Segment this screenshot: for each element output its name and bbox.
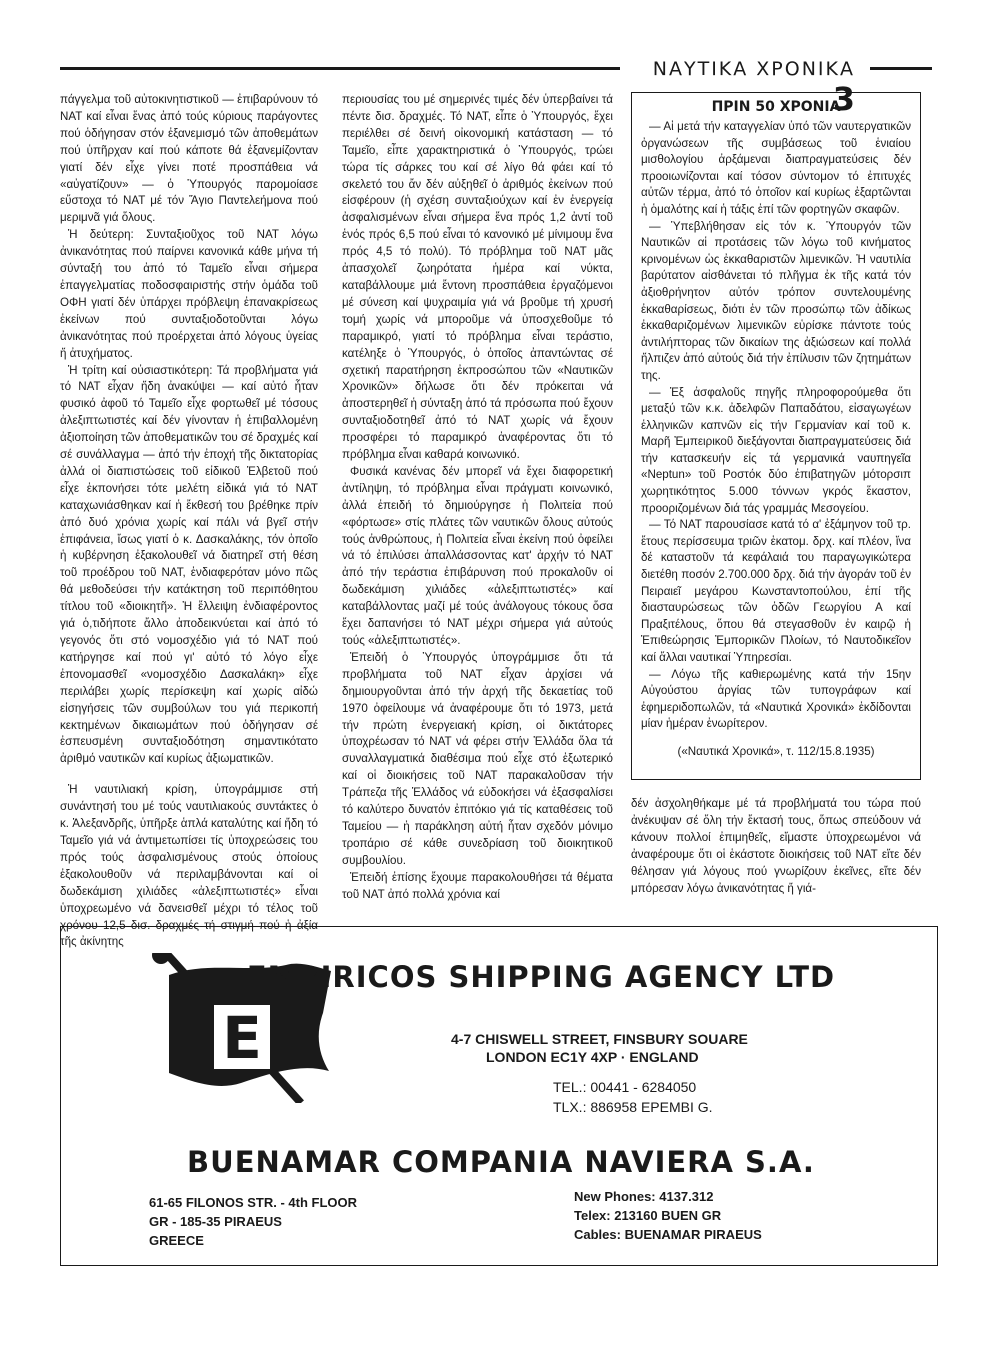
sidebar-paragraph: — Ἐξ ἀσφαλοῦς πηγῆς πληροφορούμεθα ὅτι μεταξύ τῶν κ.κ. ἀδελφῶν Παπαδάτου, εἰσαγωγέων ἑλληνικῶν καπνῶν εἰς τήν Γερμανίαν καί τοῦ κ. Μαρῆ Ἐμπειρικοῦ διεξάγονται διαπραγματεύσεις διά τήν κατασκευήν εἰς τά γερμανικά ναυπηγεῖα «Neptun» τοῦ Ροστόκ δύο ἐπιβατηγῶν μότορσιπ χωρητικότητος 5.000 τόννων γκρός ἕκαστον, προοριζομένων διά τάς γραμμάς Μεσογείου. [641, 385, 911, 515]
page-number: 3 [832, 80, 855, 118]
buenamar-address-line-3: GREECE [149, 1233, 204, 1248]
header-rule-right [870, 67, 932, 70]
flag-letter: E [222, 1004, 262, 1072]
buenamar-telex: Telex: 213160 BUEN GR [574, 1208, 722, 1223]
sidebar-paragraph: — Τό ΝΑΤ παρουσίασε κατά τό α' ἑξάμηνον τοῦ τρ. ἔτους περίσσευμα τριῶν ἑκατομ. δρχ. καί πλέον, ἵνα δέ καταστοῦν τά κεφάλαιά του παραγωγικώτερα διετέθη ποσόν 2.700.000 δρχ. διά τήν ἀγοράν τοῦ ἐν Πειραιεῖ μεγάρου Κωνσταντοπούλου, ἐπί τῆς διασταυρώσεως τῶν ὁδῶν Γεωργίου Α καί Πραξιτέλους, ὅπου θά στεγασθοῦν ἐν καιρῷ ἡ Ἐπιθεώρησις Ἐμπορικῶν Πλοίων, τό Ναυτοδικεῖον καί ἄλλαι ναυτικαί Ὑπηρεσίαι. [641, 518, 911, 664]
buenamar-address-line-2: GR - 185-35 PIRAEUS [149, 1214, 282, 1229]
publication-title: ΝΑΥΤΙΚΑ ΧΡΟΝΙΚΑ [652, 58, 855, 80]
article-column-2 [342, 92, 613, 904]
embiricos-address-line-2: LONDON EC1Y 4XP · ENGLAND [486, 1049, 699, 1065]
buenamar-cables: Cables: BUENAMAR PIRAEUS [574, 1227, 762, 1242]
paragraph: Φυσικά κανένας δέν μπορεῖ νά ἔχει διαφορετική ἀντίληψη, τό πρόβλημα εἶναι πράγματι κοινωνικό, ἀλλά ἐπειδή τό δημιούργησε ἡ Πολιτεία πού «φόρτωσε» στίς πλάτες τῶν ναυτικῶν ὅλους αὐτούς τούς ἀνθρώπους, ἡ Πολιτεία εἶναι ἐκείνη πού ὀφείλει νά τό ἐπιλύσει ἀπαλλάσσοντας κατ' ἀρχήν τό ΝΑΤ ἀπό τήν τεράστια ἐπιβάρυνση πού προκαλοῦν οἱ δωδεκάμιση χιλιάδες «ἀλεξιπτωτιστές» καί καταβάλλοντας μαζί μέ τούς ἀνάλογους τόκους ὅσα ἔχει δαπανήσει τό ΝΑΤ μέχρι σήμερα γιά αὐτούς τούς «ἀλεξιπτωτιστές». [342, 464, 613, 647]
paragraph: Ἡ δεύτερη: Συνταξιοῦχος τοῦ ΝΑΤ λόγω ἀνικανότητας πού παίρνει κανονικά κάθε μήνα τή σύνταξή του ἀπό τό Ταμεῖο εἶναι σήμερα ἐπαγγελματίας ποδοσφαιριστής στήν ὁμάδα τοῦ ΟΦΗ γιατί δέν ὑπάρχει πρόβλεψη ἐπανακρίσεως ἐκείνων πού συνταξιοδοτοῦνται λόγω ἀνικανότητας πού προέρχεται ἀπό λόγους ὑγείας ἤ ἀτυχήματος. [60, 228, 318, 360]
header-rule-left [60, 67, 620, 70]
flagpole-finial [152, 953, 170, 964]
sidebar-heading: ΠΡΙΝ 50 ΧΡΟΝΙΑ [711, 99, 841, 115]
sidebar-citation: («Ναυτικά Χρονικά», τ. 112/15.8.1935) [677, 744, 875, 758]
paragraph: πάγγελμα τοῦ αὐτοκινητιστικοῦ — ἐπιβαρύνουν τό ΝΑΤ καί εἶναι ἕνας ἀπό τούς κύριους παράγοντες πού ὁδήγησαν στόν ἐξανεμισμό τῶν ἀποθεμάτων πού ὑπῆρχαν καί πού κάποτε θά ἐξανεμίζονταν γιατί δέν εἶχε γίνει ποτέ προσπάθεια νά «αὐγατίζουν» — ὁ Ὑπουργός παρομοίασε εὔστοχα τό ΝΑΤ μέ τόν Ἅγιο Παντελεήμονα πού μεριμνᾶ γιά ὅλους. [60, 93, 318, 225]
paragraph: δέν ἀσχοληθήκαμε μέ τά προβλήματά του τώρα πού ἀνέκυψαν σέ ὅλη τήν ἔκτασή τους, ὅπως σπεύδουν νά κάνουν πολλοί ἐπιμηθεῖς, εἴμαστε ὑποχρεωμένοι νά ἀναφέρουμε ὅτι οἱ ἑκάστοτε διοικήσεις τοῦ ΝΑΤ εἴτε δέν θέλησαν γιά λόγους πού γνωρίζουν ἐκεῖνες, εἴτε δέν μπόρεσαν λόγω ἀνικανότητας ἤ γιά- [631, 797, 921, 895]
sidebar-paragraph: — Ὑπεβλήθησαν εἰς τόν κ. Ὑπουργόν τῶν Ναυτικῶν αἱ προτάσεις τῶν λόγω τοῦ κινήματος κρινομένων ὡς ἐκκαθαριστῶν λιμενικῶν. Ἡ ναυτιλία βαρύτατον αἰσθάνεται τό πλῆγμα ἐκ τῆς κατά τόν ἀξιοθρήνητον αὐτόν τρόπον συντελουμένης ἐκκαθαρίσεως, διότι ἐν τῶν προσώπῳ τῶν ἀδίκως ἐκκαθαριζομένων λιμενικῶν εὑρίσκε πάντοτε τούς ἀντιλήπτορας τῶν δικαίων της ἀξιώσεων καί πολλά ἤλπιζεν ἀπό αὐτούς διά τήν ἐπίλυσιν τῶν ζητημάτων της. [641, 219, 911, 382]
paragraph: Ἐπειδή ἐπίσης ἔχουμε παρακολουθήσει τά θέματα τοῦ ΝΑΤ ἀπό πολλά χρόνια καί [342, 870, 613, 901]
embiricos-company-name: EMBIRICOS SHIPPING AGENCY LTD [246, 960, 836, 994]
buenamar-phones: New Phones: 4137.312 [574, 1189, 714, 1204]
embiricos-address-line-1: 4-7 CHISWELL STREET, FINSBURY SOUARE [451, 1031, 748, 1047]
paragraph: Ἡ τρίτη καί οὐσιαστικότερη: Τά προβλήματα γιά τό ΝΑΤ εἶχαν ἤδη ἀνακύψει — καί αὐτό ἦταν φυσικό ἀφοῦ τό Ταμεῖο εἶχε φορτωθεῖ μέ τόσους ἀλεξιπτωτιστές καί δέν γίνονταν ἡ ἐπιβαλλομένη ἀξιοποίηση τῶν ἀποθεματικῶν του σέ δραχμές καί σέ συνάλλαγμα — ἀπό τήν ἐποχή τῆς δικτατορίας ἀλλά οἱ διαπιστώσεις τοῦ εἰδικοῦ Ἐλβετοῦ πού εἶχε ἐκπονήσει τότε μελέτη εἰδικά γιά τό ΝΑΤ καταχωνιάσθηκαν καί ἡ ἔκθεσή του βρέθηκε πρίν ἀπό δυό χρόνια χωρίς καί πάλι νά βγεῖ στήν ἐπιφάνεια, ἴσως γιατί ὁ κ. Δασκαλάκης, τόν ὁποῖο ἡ κυβέρνηση ἐξακολουθεῖ νά διατηρεῖ στή θέση τοῦ προέδρου τοῦ ΝΑΤ, ἐνδιαφερόταν μόνο πῶς θά μεθοδεύσει τήν κατάκτηση τοῦ περιπόθητου τίτλου τοῦ «διοικητῆ». Ἡ ἔλλειψη ἐνδιαφέροντος γιά ὁ,τιδήποτε ἄλλο ἀποδεικνύεται καί ἀπό τό γεγονός ὅτι στό νομοσχέδιο γιά τό ΝΑΤ πού κατήργησε καί πού γι' αὐτό τό λόγο εἶχε ἐπονομασθεῖ «νομοσχέδιο Δασκαλάκη» εἶχε περιλάβει χωρίς περίσκεψη καί χωρίς αἰδώ εἰσηγήσεις τῶν συμβούλων του γιά περικοπή κεκτημένων δικαιωμάτων πού ὁδήγησαν σέ ἐσπευσμένη συνταξιοδότηση σημαντικότατο ἀριθμό ναυτικῶν καί κυρίως ἀξιωματικῶν. [60, 363, 318, 766]
buenamar-company-name: BUENAMAR COMPANIA NAVIERA S.A. [187, 1145, 815, 1179]
buenamar-address-line-1: 61-65 FILONOS STR. - 4th FLOOR [149, 1195, 358, 1210]
sidebar-paragraph: — Λόγω τῆς καθιερωμένης κατά τήν 15ην Αὐγούστου ἀργίας τῶν τυπογράφων καί ἐφημεριδοπωλῶν, τά «Ναυτικά Χρονικά» ἐκδίδονται μίαν ἡμέραν ἐνωρίτερον. [641, 667, 911, 731]
paragraph: Ἡ ναυτιλιακή κρίση, ὑπογράμμισε στή συνάντησή του μέ τούς ναυτιλιακούς συντάκτες ὁ κ. Ἀλεξανδρῆς, ὑπῆρξε ἁπλά καταλύτης καί ἤδη τό Ταμεῖο γιά νά ἀντιμετωπίσει τίς ὑποχρεώσεις του πρός τούς ἀσφαλισμένους στούς ὁποίους ἐξακολουθοῦν νά περιλαμβάνονται καί οἱ δωδεκάμιση χιλιάδες «ἀλεξιπτωτιστές» εἶναι ὑποχρεωμένο νά δανεισθεῖ μέχρι τό τέλος τοῦ χρόνου 12,5 δισ. δραχμές τή στιγμή πού ἡ ἀξία τῆς ἀκίνητης [60, 783, 318, 949]
embiricos-telephone: TEL.: 00441 - 6284050 [553, 1079, 697, 1095]
sidebar-box-50-years-ago [631, 92, 921, 780]
sidebar-paragraph: — Αἱ μετά τήν καταγγελίαν ὑπό τῶν ναυτεργατικῶν ὀργανώσεων τῆς συμβάσεως τοῦ ἑνιαίου μισθολογίου ἀρξάμεναι διαπραγματεύσεις δέν προοιωνίζονται καί τόσον σύντομον τό ἐπιτυχές αὐτῶν τέρμα, ἀπό τό ὁποῖον καί κυρίως ἐξαρτῶνται ἡ ὁμαλότης καί ἡ τάξις ἐπί τῶν φορτηγῶν σκαφῶν. [641, 120, 911, 216]
article-column-3-continuation [631, 796, 921, 897]
paragraph: Ἐπειδή ὁ Ὑπουργός ὑπογράμμισε ὅτι τά προβλήματα τοῦ ΝΑΤ εἶχαν ἀρχίσει νά δημιουργοῦνται ἀπό τήν ἀρχή τῆς δεκαετίας τοῦ 1970 ὀφείλουμε νά ἀναφέρουμε ὅτι τό 1973, μετά τήν πρώτη ἐνεργειακή κρίση, οἱ δικτάτορες ὑποχρέωσαν τό ΝΑΤ νά φέρει στήν Ἑλλάδα ὅλα τά συναλλαγματικά διαθέσιμα πού εἶχε στό ἐξωτερικό καί οἱ διοικήσεις τοῦ ΝΑΤ παρακαλοῦσαν τήν Τράπεζα τῆς Ἑλλάδος νά εὐδοκήσει νά ἐξασφαλίσει τό καλύτερο δυνατόν ἐπιτόκιο γιά τίς καταθέσεις τοῦ Ταμείου — ἡ παράκληση αὐτή ἦταν σχεδόν μόνιμο τροπάριο σέ κάθε συνεδρίαση τοῦ διοικητικοῦ συμβουλίου. [342, 650, 613, 867]
embiricos-telex: TLX.: 886958 EPEMBI G. [553, 1099, 713, 1115]
sidebar-body [641, 119, 911, 733]
paragraph: περιουσίας του μέ σημερινές τιμές δέν ὑπερβαίνει τά πέντε δισ. δραχμές. Τό ΝΑΤ, εἶπε ὁ Ὑπουργός, ἔχει περιέλθει σέ δεινή οἰκονομική κατάσταση — τό Ταμεῖο, εἶπε χαρακτηριστικά ὁ Ὑπουργός, τρώει τώρα τίς σάρκες του καί σέ λίγο θά φάει καί τό σκελετό του ἄν δέν αὐξηθεῖ ὁ ἀριθμός ἐκείνων πού εἰσφέρουν (ἡ σχέση συνταξιούχων καί ἐν ἐνεργείᾳ ἀσφαλισμένων εἶναι σήμερα ἕνα πρός 1,2 ἀντί τοῦ ἑνός πρός 6,5 πού εἶναι τό κανονικό μέ μίνιμουμ ἕνα πρός 4,5 τό πολύ). Τό πρόβλημα τοῦ ΝΑΤ μᾶς ἀπασχολεῖ ζωηρότατα ἡμέρα καί νύκτα, καταβάλλουμε μιά ἔντονη προσπάθεια ἐργαζόμενοι μέ σύνεση καί ψυχραιμία γιά νά βροῦμε τή χρυσή τομή χωρίς νά μποροῦμε νά ὑποσχεθοῦμε τό παραμικρό, γιατί τό πρόβλημα εἶναι τεράστιο, κατέληξε ὁ Ὑπουργός, ὁ ὁποῖος ἀπαντώντας σέ σχετική παρατήρηση ἐκπροσώπου τῶν «Ναυτικῶν Χρονικῶν» δήλωσε ὅτι δέν πρόκειται νά ἀποστερηθεῖ ἡ σύνταξη ἀπό τά πρόσωπα πού ἔχουν συνταξιοδοτηθεῖ ἀπό τό ΝΑΤ χωρίς νά ἔχουν προσφέρει τό παραμικρό ἀναφέροντας ὅτι τό πρόβλημα εἶναι καθαρά κοινωνικό. [342, 93, 613, 462]
advertisement-box [60, 926, 938, 1266]
article-column-1 [60, 92, 318, 951]
